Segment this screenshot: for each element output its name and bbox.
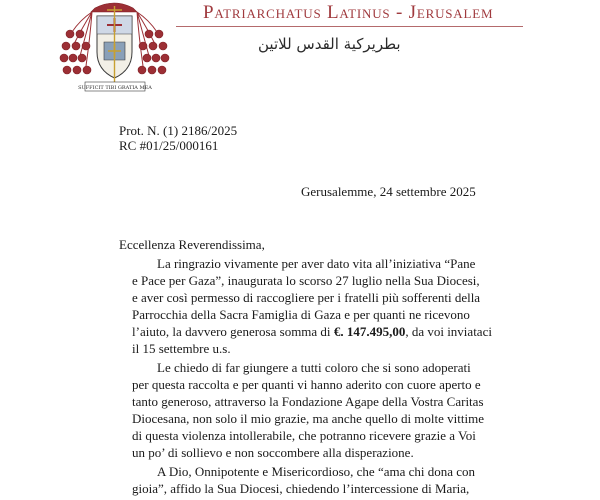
body-line: Le chiedo di far giungere a tutti coloro che si sono adoperati — [157, 360, 471, 375]
body-line: un po’ di sollievo e non soccombere alla disperazione. — [132, 445, 414, 460]
body-line: A Dio, Onnipotente e Misericordioso, che “ama chi dona con — [157, 464, 476, 479]
body-line: di questa violenza intollerabile, che potranno ricevere grazie a Voi — [132, 428, 476, 443]
letter-date: Gerusalemme, 24 settembre 2025 — [301, 184, 476, 199]
body-line: tanto generoso, attraverso la Fondazione Agape della Vostra Caritas — [132, 394, 484, 409]
donation-amount: €. 147.495,00 — [333, 324, 406, 339]
coat-of-arms-icon — [52, 0, 177, 100]
body-line: l’aiuto, la davvero generosa somma di €. 147.495,00, da voi inviataci — [132, 324, 492, 339]
rc-number: RC #01/25/000161 — [119, 138, 219, 153]
letterhead-title: Patriarchatus Latinus - Jerusalem — [203, 2, 494, 23]
body-line: e aver così permesso di raccogliere per i fratelli più sofferenti della — [132, 290, 481, 305]
letterhead-divider — [176, 26, 523, 27]
letterhead-arabic: بطريركية القدس للاتين — [258, 35, 401, 53]
protocol-number: Prot. N. (1) 2186/2025 — [119, 123, 238, 138]
body-line: La ringrazio vivamente per aver dato vita all’iniziativa “Pane — [157, 256, 476, 271]
body-line: il 15 settembre u.s. — [132, 341, 231, 356]
body-line: e Pace per Gaza”, inaugurata lo scorso 27 luglio nella Sua Diocesi, — [132, 273, 480, 288]
body-line: Diocesana, non solo il mio grazie, ma anche quello di molte vittime — [132, 411, 484, 426]
salutation: Eccellenza Reverendissima, — [119, 237, 265, 252]
motto-text: SUFFICIT TIBI GRATIA MEA — [78, 84, 152, 91]
body-line: Parrocchia della Sacra Famiglia di Gaza e per quanti ne ricevono — [132, 307, 470, 322]
body-line: gioia”, affido la Sua Diocesi, chiedendo l’intercessione di Maria, — [132, 481, 470, 496]
body-line: per questa raccolta e per quanti vi hanno aderito con cuore aperto e — [132, 377, 481, 392]
